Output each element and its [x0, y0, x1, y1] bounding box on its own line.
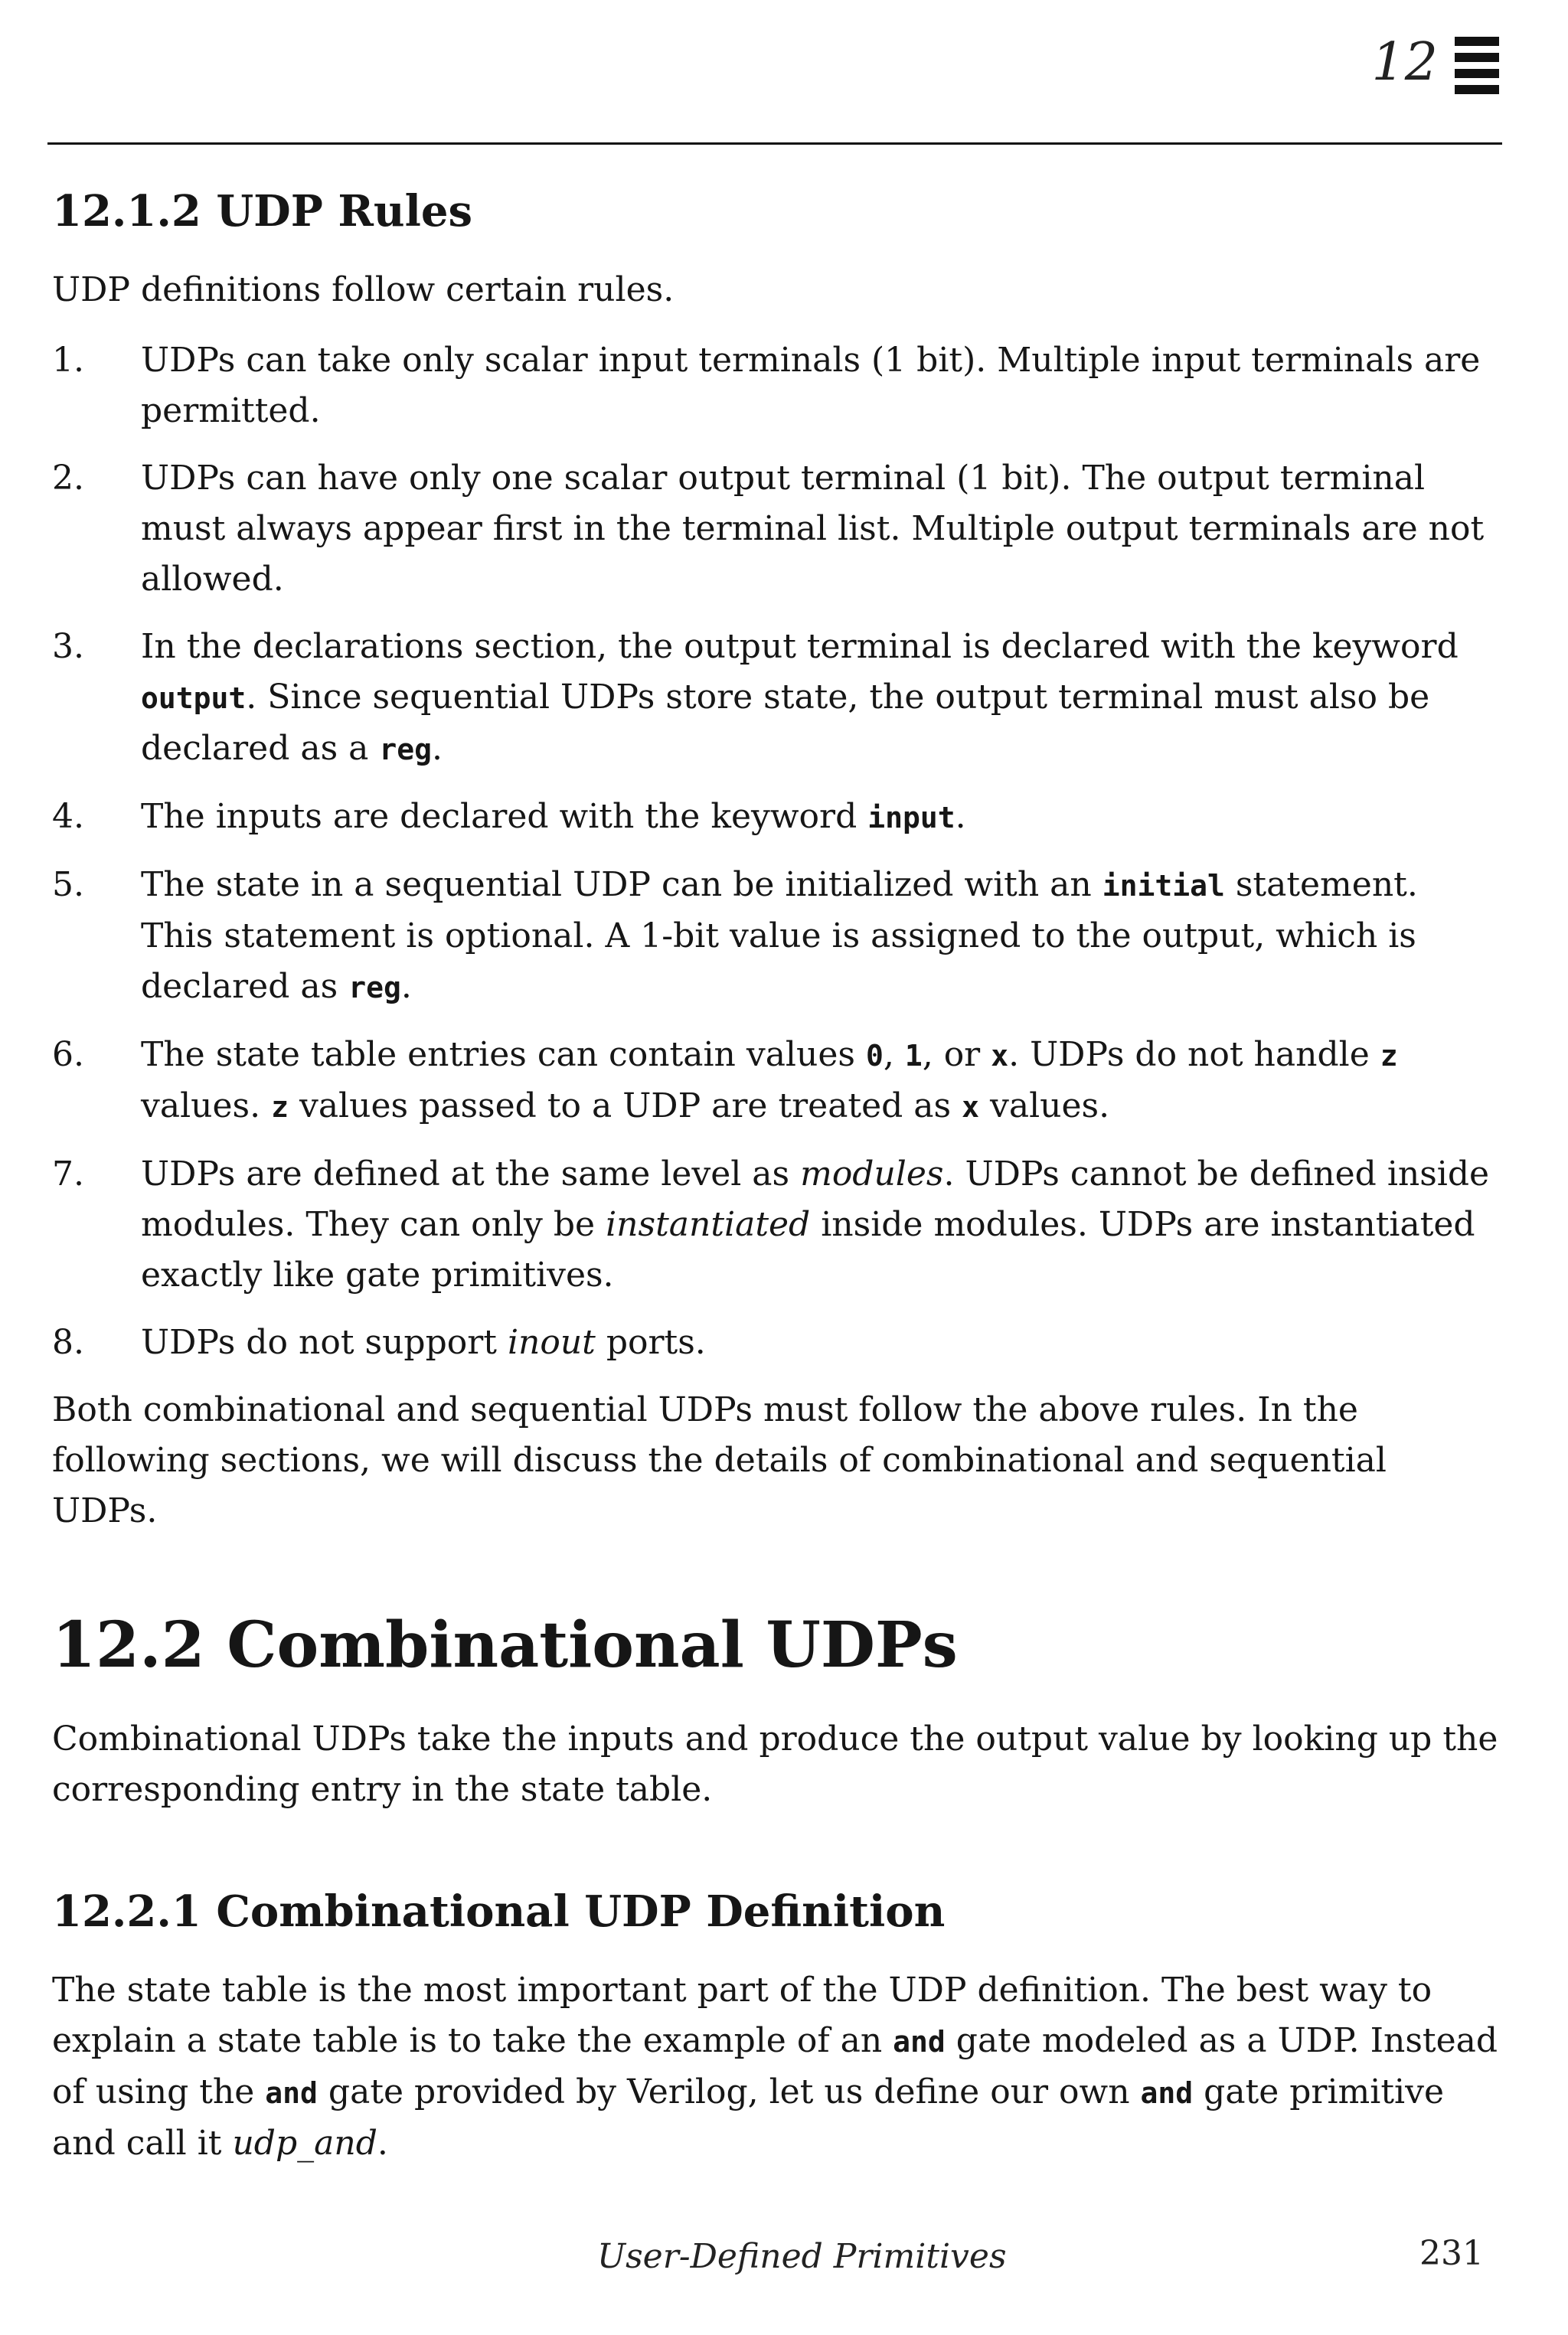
rules-closing-paragraph: Both combinational and sequential UDPs must follow the above rules. In the following sections, we will discuss the details of combinational and sequential UDPs.	[52, 1390, 1387, 1530]
section-heading-12-1-2: 12.1.2 UDP Rules	[52, 186, 473, 237]
rules-intro: UDP definitions follow certain rules.	[52, 270, 675, 309]
list-item: 4. The inputs are declared with the keyword input.	[52, 797, 966, 836]
list-item: 8. UDPs do not support inout ports.	[52, 1323, 706, 1362]
keyword-reg: reg	[348, 971, 401, 1004]
keyword-initial: initial	[1102, 869, 1225, 903]
chapter-number: 12	[1371, 32, 1438, 93]
list-item: 7. UDPs are defined at the same level as modules. UDPs cannot be defined inside modules. They can only be instantiated inside modules. UDPs are instantiated exactly like gate primitives.	[52, 1154, 1490, 1295]
keyword-reg: reg	[379, 733, 433, 766]
section-heading-12-2-1: 12.2.1 Combinational UDP Definition	[52, 1886, 946, 1937]
combinational-intro: Combinational UDPs take the inputs and produce the output value by looking up the corresponding entry in the state table.	[52, 1719, 1498, 1809]
footer-title: User-Defined Primitives	[597, 2237, 1007, 2276]
list-item: 2. UDPs can have only one scalar output terminal (1 bit). The output terminal must always appear first in the terminal list. Multiple output terminals are not allowed.	[52, 459, 1485, 599]
list-item: 6. The state table entries can contain values 0, 1, or x. UDPs do not handle z values. z values passed to a UDP are treated as x values.	[52, 1035, 1398, 1125]
chapter-tab-marks	[1455, 37, 1499, 112]
page-number: 231	[1419, 2234, 1484, 2273]
definition-paragraph: The state table is the most important part of the UDP definition. The best way to explain a state table is to take the example of an and gate modeled as a UDP. Instead of using the and gate provided by Verilog, let us define our own and gate primitive and call it udp_and.	[52, 1971, 1498, 2163]
list-item: 1. UDPs can take only scalar input terminals (1 bit). Multiple input terminals are permitted.	[52, 341, 1481, 430]
section-heading-12-2: 12.2 Combinational UDPs	[52, 1608, 958, 1682]
list-item: 5. The state in a sequential UDP can be initialized with an initial statement. This statement is optional. A 1-bit value is assigned to the output, which is declared as reg.	[52, 865, 1418, 1006]
keyword-output: output	[141, 681, 247, 715]
list-item: 3. In the declarations section, the output terminal is declared with the keyword output. Since sequential UDPs store state, the output terminal must also be declared as a reg.	[52, 627, 1459, 768]
keyword-input: input	[867, 801, 956, 834]
header-rule	[47, 142, 1502, 145]
udp-rules-list	[52, 335, 1499, 1368]
page-content	[52, 184, 1499, 2189]
